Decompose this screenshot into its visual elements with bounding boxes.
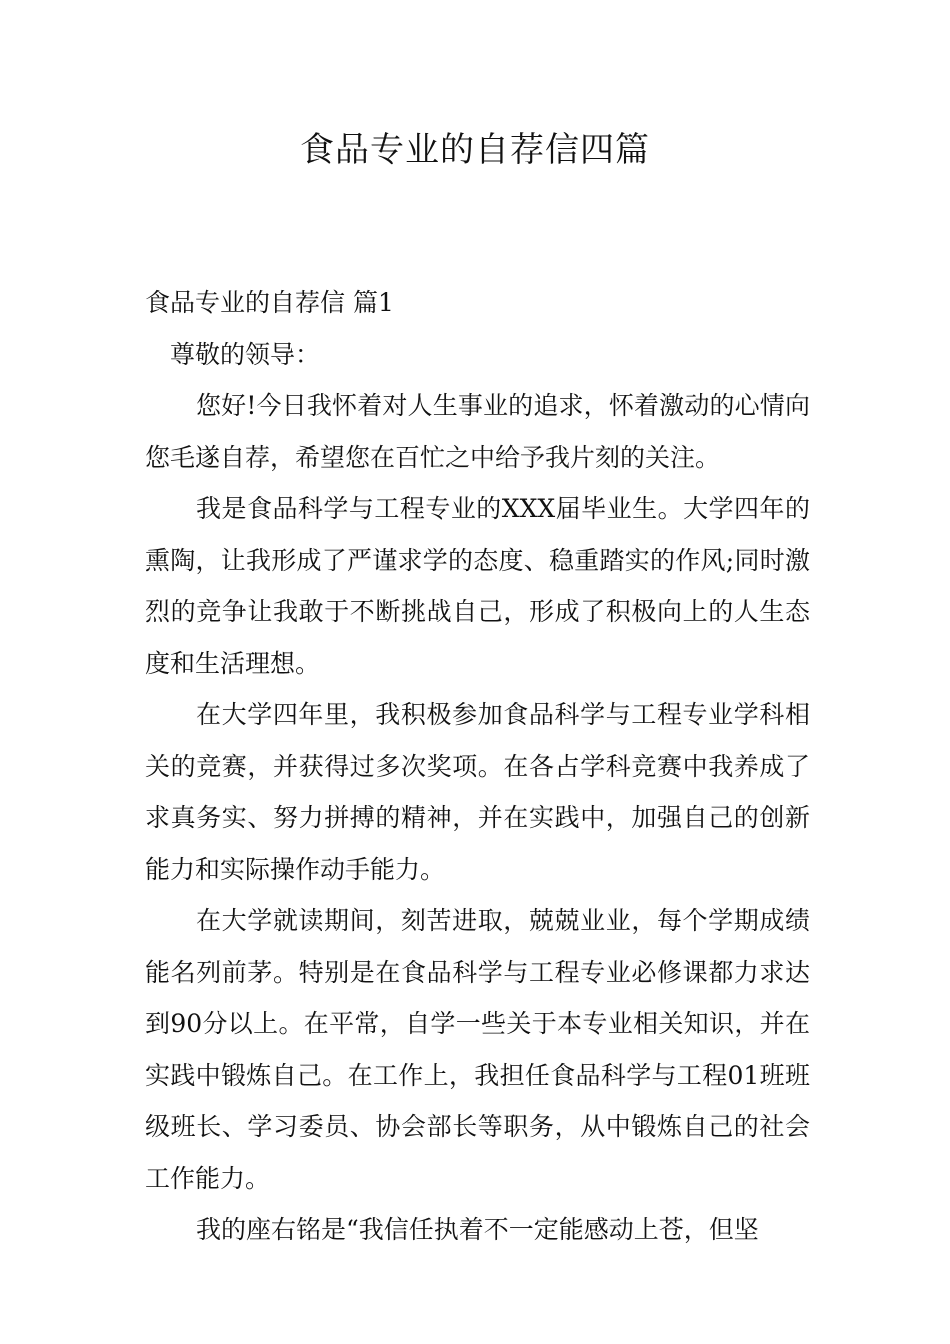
salutation: 尊敬的领导： (170, 339, 321, 369)
paragraph-introduction: 我是食品科学与工程专业的XXX届毕业生。大学四年的熏陶，让我形成了严谨求学的态度、稳重踏实的作风;同时激烈的竞争让我敢于不断挑战自己，形成了积极向上的人生态度和生活理想。 (145, 494, 810, 678)
paragraph-motto: 我的座右铭是“我信任执着不一定能感动上苍，但坚 (196, 1215, 759, 1244)
paragraph-studies: 在大学就读期间，刻苦进取，兢兢业业，每个学期成绩能名列前茅。特别是在食品科学与工程专业必修课都力求达到90分以上。在平常，自学一些关于本专业相关知识，并在实践中锻炼自己。在工作上，我担任食品科学与工程01班班级班长、学习委员、协会部长等职务，从中锻炼自己的社会工作能力。 (145, 906, 810, 1193)
document-title: 食品专业的自荐信四篇 (300, 130, 650, 170)
paragraph-greeting: 您好!今日我怀着对人生事业的追求，怀着激动的心情向您毛遂自荐，希望您在百忙之中给予我片刻的关注。 (145, 391, 810, 472)
section-heading: 食品专业的自荐信 篇1 (145, 288, 394, 317)
document-body (145, 277, 810, 1256)
paragraph-competitions: 在大学四年里，我积极参加食品科学与工程专业学科相关的竞赛，并获得过多次奖项。在各占学科竞赛中我养成了求真务实、努力拼搏的精神，并在实践中，加强自己的创新能力和实际操作动手能力。 (145, 700, 810, 884)
